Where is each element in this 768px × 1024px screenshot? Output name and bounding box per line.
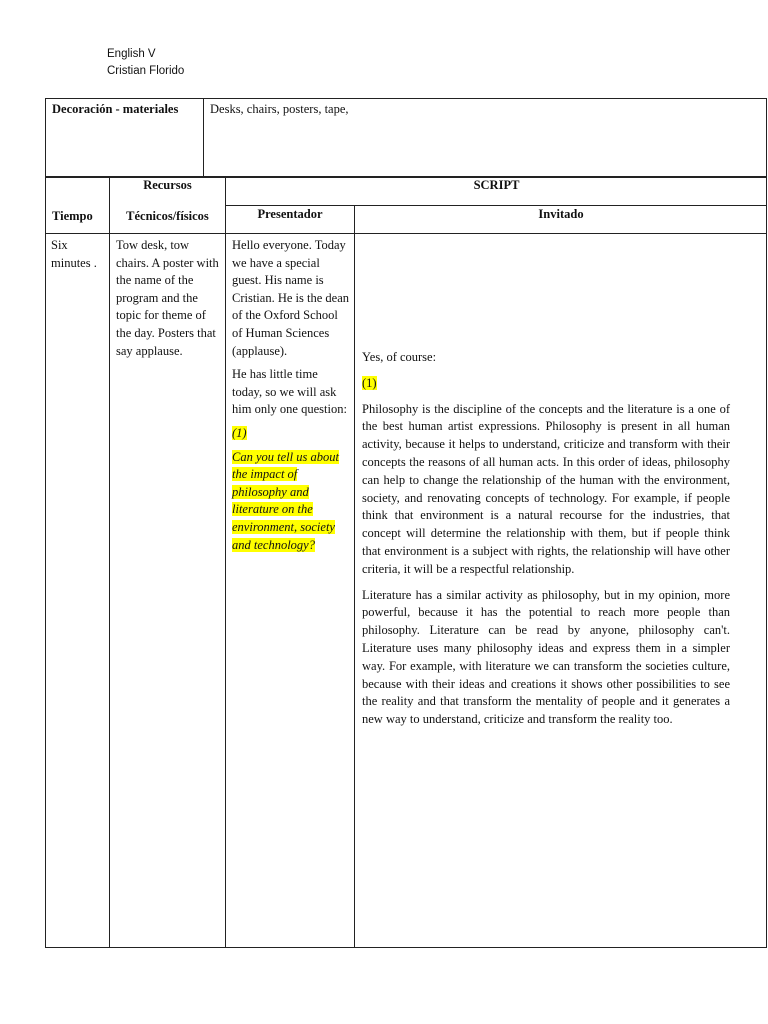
course-name: English V bbox=[107, 48, 156, 60]
author-name: Cristian Florido bbox=[107, 65, 185, 77]
header-invitado: Invitado bbox=[538, 207, 584, 221]
header-bottom-line bbox=[45, 233, 767, 234]
invitado-philosophy: Philosophy is the discipline of the concepts and the literature is a one of the best human artist expressions. Philosophy is present in all human activity, because it helps to understand, criticize and transform with their concepts the reasons of all human acts. In this order of ideas, philosophy can help to change the relationship of the human with the environment, society, and renovating concepts of technology. For example, if people think that environment is a natural recourse for the industries, that concept will determine the relationship with them, but if people think that environment is a subject with rights, the relationship will have other criteria, it will be a respectful relationship. bbox=[362, 401, 730, 576]
invitado-cell bbox=[362, 349, 730, 729]
header-presentador: Presentador bbox=[257, 207, 323, 221]
recursos-cell: Tow desk, tow chairs. A poster with the name of the program and the topic for theme of the day. Posters that say applause. bbox=[116, 238, 219, 358]
presentador-cell bbox=[232, 237, 350, 554]
decoration-label: Decoración - materiales bbox=[52, 102, 179, 116]
invitado-marker: (1) bbox=[362, 375, 377, 390]
presentador-question: Can you tell us about the impact of philosophy and literature on the environment, society and technology? bbox=[232, 449, 339, 552]
col-divider-1 bbox=[109, 177, 110, 948]
header-recursos-bottom: Técnicos/físicos bbox=[126, 209, 209, 223]
header-recursos-top: Recursos bbox=[143, 178, 192, 192]
presentador-greeting: Hello everyone. Today we have a special guest. His name is Cristian. He is the dean of the Oxford School of Human Sciences (applause). bbox=[232, 238, 349, 358]
decoration-value: Desks, chairs, posters, tape, bbox=[210, 102, 349, 116]
header-tiempo: Tiempo bbox=[52, 209, 93, 223]
header-script: SCRIPT bbox=[473, 178, 520, 192]
col-divider-3 bbox=[354, 205, 355, 948]
invitado-literature: Literature has a similar activity as philosophy, but in my opinion, more powerful, because it has the potential to reach more people than philosophy. Literature can be read by anyone, philosophy can't. Literature uses many philosophy ideas and express them in a simpler way. For example, with literature we can transform the societies culture, because with their ideas and creations it shows other possibilities to see the reality and that transform the mentality of people and it generates a new way to understand, criticize and transform the reality too. bbox=[362, 587, 730, 727]
document-header bbox=[107, 46, 184, 80]
presentador-intro: He has little time today, so we will ask him only one question: bbox=[232, 367, 347, 417]
invitado-intro: Yes, of course: bbox=[362, 350, 437, 364]
presentador-marker: (1) bbox=[232, 425, 247, 440]
col-divider-2 bbox=[225, 177, 226, 948]
decoration-divider bbox=[203, 98, 204, 177]
tiempo-cell: Six minutes . bbox=[51, 238, 97, 270]
